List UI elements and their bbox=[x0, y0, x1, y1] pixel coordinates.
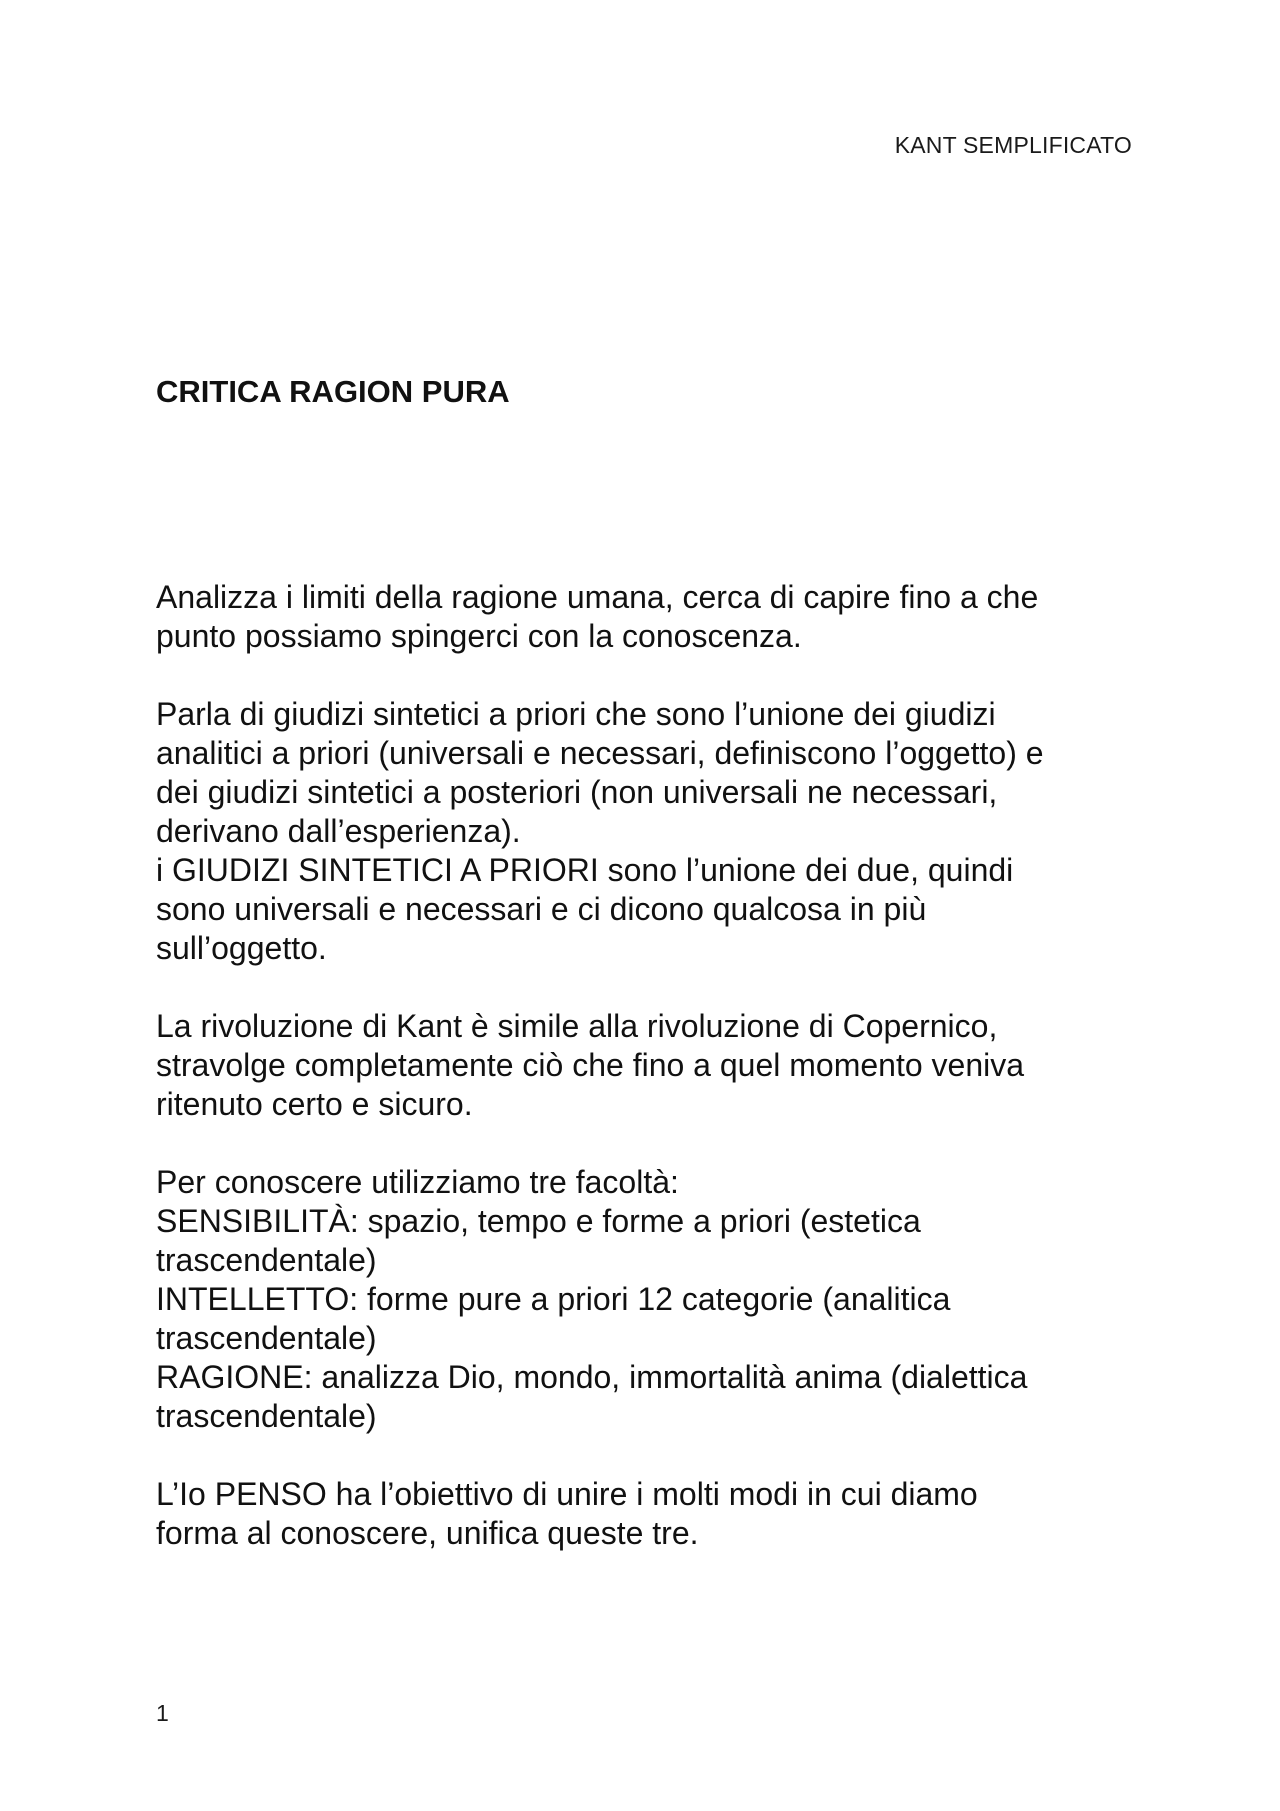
text-line: Parla di giudizi sintetici a priori che sono l’unione dei giudizi bbox=[156, 696, 996, 732]
paragraph bbox=[156, 1163, 1156, 1436]
text-line: La rivoluzione di Kant è simile alla rivoluzione di Copernico, bbox=[156, 1008, 998, 1044]
text-line: sull’oggetto. bbox=[156, 930, 327, 966]
paragraph bbox=[156, 578, 1156, 656]
paragraph bbox=[156, 1007, 1156, 1124]
text-line: SENSIBILITÀ: spazio, tempo e forme a priori (estetica bbox=[156, 1203, 921, 1239]
text-line: punto possiamo spingerci con la conoscenza. bbox=[156, 618, 802, 654]
running-header: KANT SEMPLIFICATO bbox=[894, 132, 1132, 158]
text-line: stravolge completamente ciò che fino a quel momento veniva bbox=[156, 1047, 1025, 1083]
text-line: trascendentale) bbox=[156, 1398, 377, 1434]
text-line: trascendentale) bbox=[156, 1242, 377, 1278]
page-number: 1 bbox=[156, 1700, 169, 1726]
text-line: trascendentale) bbox=[156, 1320, 377, 1356]
paragraph bbox=[156, 1475, 1156, 1553]
text-line: RAGIONE: analizza Dio, mondo, immortalità anima (dialettica bbox=[156, 1359, 1028, 1395]
text-line: Analizza i limiti della ragione umana, cerca di capire fino a che bbox=[156, 579, 1039, 615]
body-text bbox=[156, 578, 1156, 1592]
text-line: ritenuto certo e sicuro. bbox=[156, 1086, 473, 1122]
text-line: i GIUDIZI SINTETICI A PRIORI sono l’unione dei due, quindi bbox=[156, 852, 1014, 888]
paragraph bbox=[156, 695, 1156, 968]
text-line: dei giudizi sintetici a posteriori (non universali ne necessari, bbox=[156, 774, 998, 810]
text-line: sono universali e necessari e ci dicono qualcosa in più bbox=[156, 891, 927, 927]
text-line: L’Io PENSO ha l’obiettivo di unire i molti modi in cui diamo bbox=[156, 1476, 978, 1512]
page-title: CRITICA RAGION PURA bbox=[156, 374, 510, 409]
text-line: Per conoscere utilizziamo tre facoltà: bbox=[156, 1164, 679, 1200]
text-line: analitici a priori (universali e necessari, definiscono l’oggetto) e bbox=[156, 735, 1044, 771]
text-line: derivano dall’esperienza). bbox=[156, 813, 521, 849]
text-line: INTELLETTO: forme pure a priori 12 categorie (analitica bbox=[156, 1281, 951, 1317]
text-line: forma al conoscere, unifica queste tre. bbox=[156, 1515, 699, 1551]
